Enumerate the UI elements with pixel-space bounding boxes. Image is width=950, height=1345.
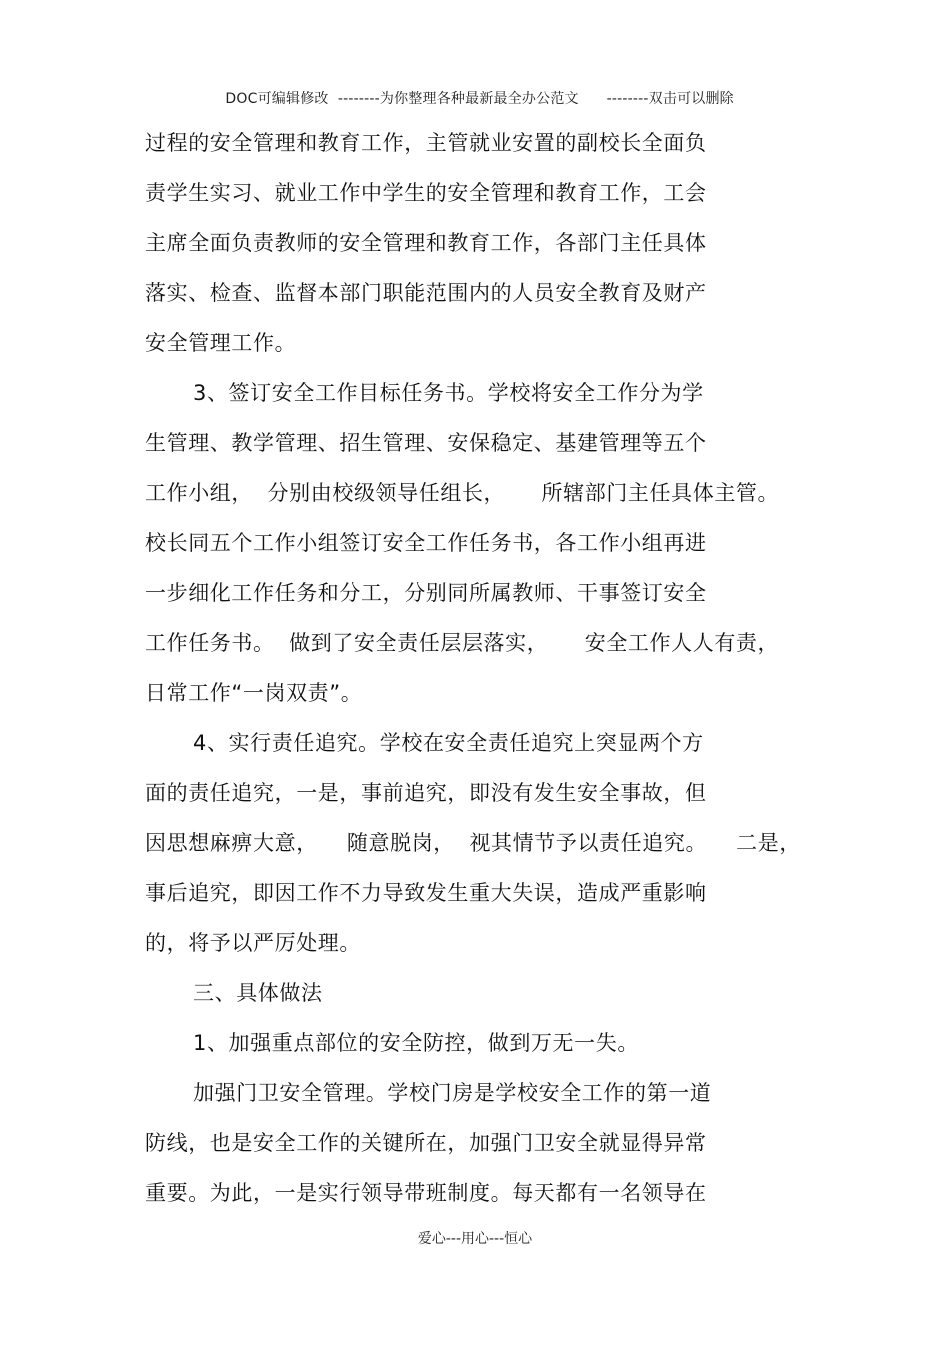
paragraph-start-line: 加强门卫安全管理。学校门房是学校安全工作的第一道 <box>193 1081 712 1105</box>
page-header <box>0 72 950 108</box>
body-line: 安全管理工作。 <box>145 331 297 355</box>
subsection-heading: 1、加强重点部位的安全防控，做到万无一失。 <box>193 1031 639 1055</box>
body-line: 一步细化工作任务和分工，分别同所属教师、干事签订安全 <box>145 581 707 605</box>
body-line: 事后追究，即因工作不力导致发生重大失误，造成严重影响 <box>145 881 707 905</box>
paragraph-start-line: 3、签订安全工作目标任务书。学校将安全工作分为学 <box>193 381 704 405</box>
body-line: 重要。为此，一是实行领导带班制度。每天都有一名领导在 <box>145 1181 707 1205</box>
body-line: 面的责任追究，一是，事前追究，即没有发生安全事故，但 <box>145 781 707 805</box>
body-line: 过程的安全管理和教育工作，主管就业安置的副校长全面负 <box>145 131 707 155</box>
body-line: 防线，也是安全工作的关键所在，加强门卫安全就显得异常 <box>145 1131 707 1155</box>
body-line: 工作任务书。 做到了安全责任层层落实， 安全工作人人有责， <box>145 631 780 655</box>
body-line: 责学生实习、就业工作中学生的安全管理和教育工作，工会 <box>145 181 707 205</box>
body-line: 落实、检查、监督本部门职能范围内的人员安全教育及财产 <box>145 281 707 305</box>
body-line: 工作小组， 分别由校级领导任组长， 所辖部门主任具体主管。 <box>145 481 780 505</box>
body-line: 因思想麻痹大意， 随意脱岗， 视其情节予以责任追究。 二是， <box>145 831 801 855</box>
page-footer: 爱心---用心---恒心 <box>417 1231 533 1247</box>
header-left-text: DOC可编辑修改 <box>225 91 329 107</box>
body-line: 的，将予以严厉处理。 <box>145 931 361 955</box>
body-line: 日常工作“一岗双责”。 <box>145 681 363 705</box>
body-line: 校长同五个工作小组签订安全工作任务书，各工作小组再进 <box>145 531 707 555</box>
section-heading: 三、具体做法 <box>193 981 323 1005</box>
body-line: 主席全面负责教师的安全管理和教育工作，各部门主任具体 <box>145 231 707 255</box>
body-line: 生管理、教学管理、招生管理、安保稳定、基建管理等五个 <box>145 431 707 455</box>
header-right-text: --------双击可以删除 <box>606 91 734 107</box>
header-middle-text: --------为你整理各种最新最全办公范文 <box>337 91 579 107</box>
document-body <box>145 118 845 1218</box>
paragraph-start-line: 4、实行责任追究。学校在安全责任追究上突显两个方 <box>193 731 704 755</box>
